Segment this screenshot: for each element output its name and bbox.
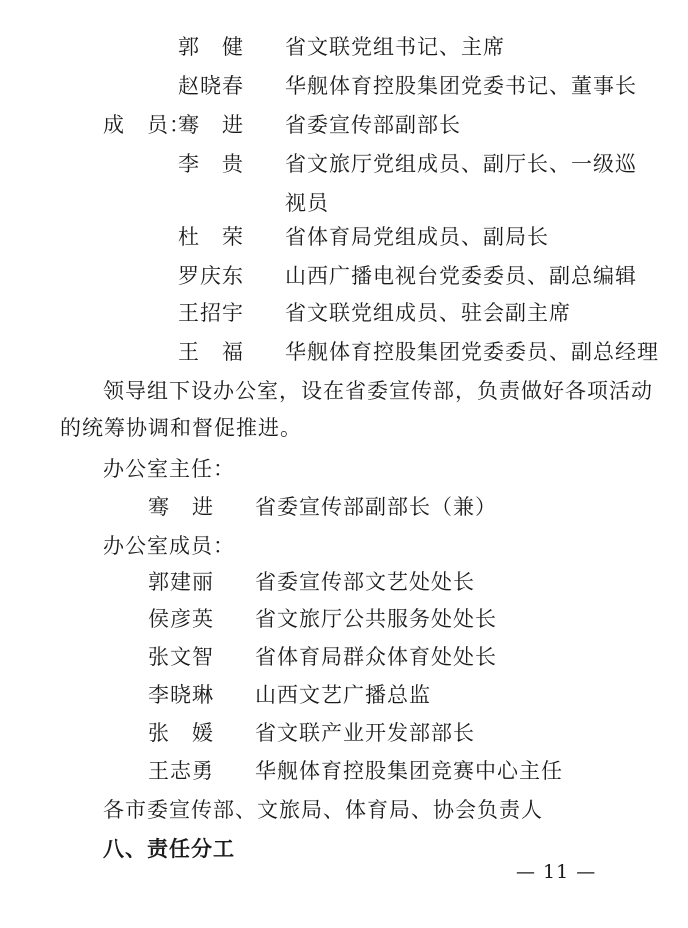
office-member-name: 王志勇 bbox=[148, 759, 214, 783]
member-title: 山西广播电视台党委委员、副总编辑 bbox=[285, 264, 637, 288]
office-member-name: 郭建丽 bbox=[148, 570, 214, 594]
member-name: 骞 进 bbox=[178, 113, 244, 137]
member-name: 李 贵 bbox=[178, 152, 244, 176]
office-member-title: 省体育局群众体育处处长 bbox=[255, 645, 497, 669]
member-name: 郭 健 bbox=[178, 35, 244, 59]
office-member-title: 省文旅厅公共服务处处长 bbox=[255, 607, 497, 631]
office-member-title: 华舰体育控股集团竞赛中心主任 bbox=[255, 759, 563, 783]
member-title: 省体育局党组成员、副局长 bbox=[285, 225, 549, 249]
member-title: 省文联党组书记、主席 bbox=[285, 35, 505, 59]
member-name: 赵晓春 bbox=[178, 74, 244, 98]
office-member-title: 省文联产业开发部部长 bbox=[255, 721, 475, 745]
paragraph-line: 的统筹协调和督促推进。 bbox=[60, 416, 302, 440]
page-number: — 11 — bbox=[516, 861, 597, 883]
office-members-label: 办公室成员： bbox=[103, 534, 235, 558]
member-title: 省文联党组成员、驻会副主席 bbox=[285, 301, 571, 325]
office-member-name: 张文智 bbox=[148, 645, 214, 669]
member-title: 省委宣传部副部长 bbox=[285, 113, 461, 137]
office-director-label: 办公室主任： bbox=[103, 457, 235, 481]
member-title: 省文旅厅党组成员、副厅长、一级巡 bbox=[285, 152, 637, 176]
office-director-name: 骞 进 bbox=[148, 495, 214, 519]
member-name: 王 福 bbox=[178, 340, 244, 364]
members-label: 成 员： bbox=[103, 113, 191, 137]
city-heads-line: 各市委宣传部、文旅局、体育局、协会负责人 bbox=[103, 798, 543, 822]
office-director-title: 省委宣传部副部长（兼） bbox=[255, 495, 497, 519]
office-member-title: 省委宣传部文艺处处长 bbox=[255, 570, 475, 594]
section-heading: 八、责任分工 bbox=[103, 836, 235, 861]
office-member-title: 山西文艺广播总监 bbox=[255, 683, 431, 707]
member-name: 王招宇 bbox=[178, 301, 244, 325]
member-name: 罗庆东 bbox=[178, 264, 244, 288]
office-member-name: 侯彦英 bbox=[148, 607, 214, 631]
member-title: 华舰体育控股集团党委书记、董事长 bbox=[285, 74, 637, 98]
office-member-name: 李晓琳 bbox=[148, 683, 214, 707]
member-name: 杜 荣 bbox=[178, 225, 244, 249]
member-title: 华舰体育控股集团党委委员、副总经理 bbox=[285, 340, 659, 364]
member-title-continued: 视员 bbox=[285, 191, 329, 215]
paragraph-line: 领导组下设办公室，设在省委宣传部，负责做好各项活动 bbox=[103, 379, 653, 403]
office-member-name: 张 媛 bbox=[148, 721, 214, 745]
